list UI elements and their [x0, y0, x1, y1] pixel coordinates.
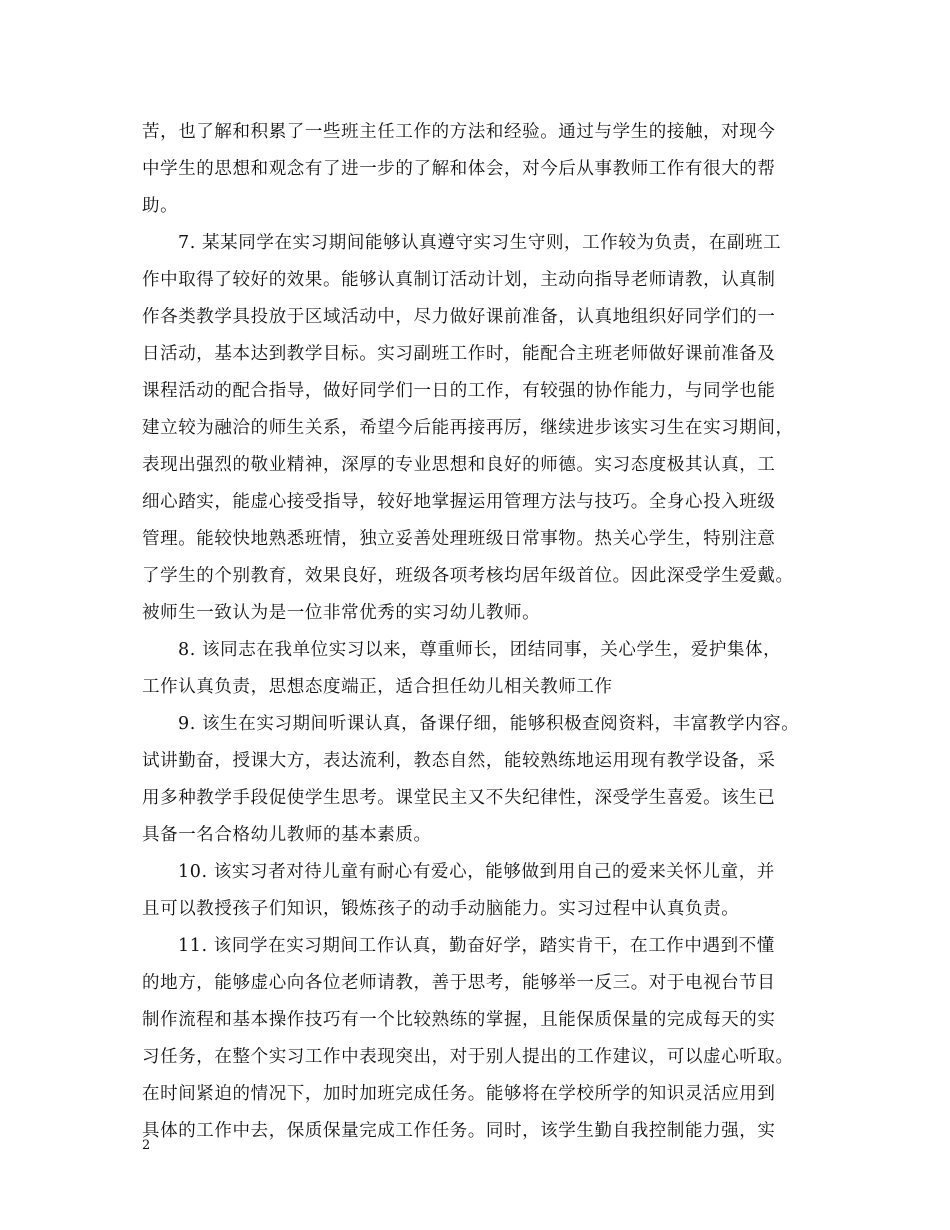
text-line: 具备一名合格幼儿教师的基本素质。: [142, 825, 432, 845]
text-line: 作中取得了较好的效果。能够认真制订活动计划，主动向指导老师请教，认真制: [142, 270, 776, 290]
text-line: 试讲勤奋，授课大方，表达流利，教态自然，能较熟练地运用现有教学设备，采: [142, 751, 776, 771]
text-line: 用多种教学手段促使学生思考。课堂民主又不失纪律性，深受学生喜爱。该生已: [142, 788, 776, 808]
text-line: 工作认真负责，思想态度端正，适合担任幼儿相关教师工作: [142, 677, 613, 697]
text-line: 管理。能较快地熟悉班情，独立妥善处理班级日常事物。热关心学生，特别注意: [142, 529, 776, 549]
text-line: 11. 该同学在实习期间工作认真，勤奋好学，踏实肯干，在工作中遇到不懂: [178, 936, 775, 956]
text-line: 被师生一致认为是一位非常优秀的实习幼儿教师。: [142, 603, 541, 623]
text-line: 苦，也了解和积累了一些班主任工作的方法和经验。通过与学生的接触，对现今: [142, 122, 776, 142]
text-line: 日活动，基本达到教学目标。实习副班工作时，能配合主班老师做好课前准备及: [142, 344, 776, 364]
text-line: 7. 某某同学在实习期间能够认真遵守实习生守则，工作较为负责，在副班工: [178, 233, 782, 253]
text-line: 习任务，在整个实习工作中表现突出，对于别人提出的工作建议，可以虚心听取。: [142, 1047, 794, 1067]
text-line: 且可以教授孩子们知识，锻炼孩子的动手动脑能力。实习过程中认真负责。: [142, 899, 740, 919]
text-line: 具体的工作中去，保质保量完成工作任务。同时，该学生勤自我控制能力强，实: [142, 1121, 776, 1141]
text-line: 表现出强烈的敬业精神，深厚的专业思想和良好的师德。实习态度极其认真，工: [142, 455, 776, 475]
text-line: 建立较为融洽的师生关系，希望今后能再接再厉，继续进步该实习生在实习期间，: [142, 418, 794, 438]
text-line: 10. 该实习者对待儿童有耐心有爱心，能够做到用自己的爱来关怀儿童，并: [178, 862, 775, 882]
text-line: 在时间紧迫的情况下，加时加班完成任务。能够将在学校所学的知识灵活应用到: [142, 1084, 776, 1104]
text-line: 的地方，能够虚心向各位老师请教，善于思考，能够举一反三。对于电视台节目: [142, 973, 776, 993]
text-line: 制作流程和基本操作技巧有一个比较熟练的掌握，且能保质保量的完成每天的实: [142, 1010, 776, 1030]
document-body: [142, 114, 810, 1150]
text-line: 细心踏实，能虚心接受指导，较好地掌握运用管理方法与技巧。全身心投入班级: [142, 492, 776, 512]
text-line: 了学生的个别教育，效果良好，班级各项考核均居年级首位。因此深受学生爱戴。: [142, 566, 794, 586]
text-line: 中学生的思想和观念有了进一步的了解和体会，对今后从事教师工作有很大的帮: [142, 159, 776, 179]
text-line: 作各类教学具投放于区域活动中，尽力做好课前准备，认真地组织好同学们的一: [142, 307, 776, 327]
text-line: 8. 该同志在我单位实习以来，尊重师长，团结同事，关心学生，爱护集体，: [178, 640, 782, 660]
text-line: 9. 该生在实习期间听课认真，备课仔细，能够积极查阅资料，丰富教学内容。: [178, 714, 800, 734]
page-number: 2: [142, 1138, 151, 1153]
text-line: 课程活动的配合指导，做好同学们一日的工作，有较强的协作能力，与同学也能: [142, 381, 776, 401]
text-line: 助。: [142, 196, 179, 216]
